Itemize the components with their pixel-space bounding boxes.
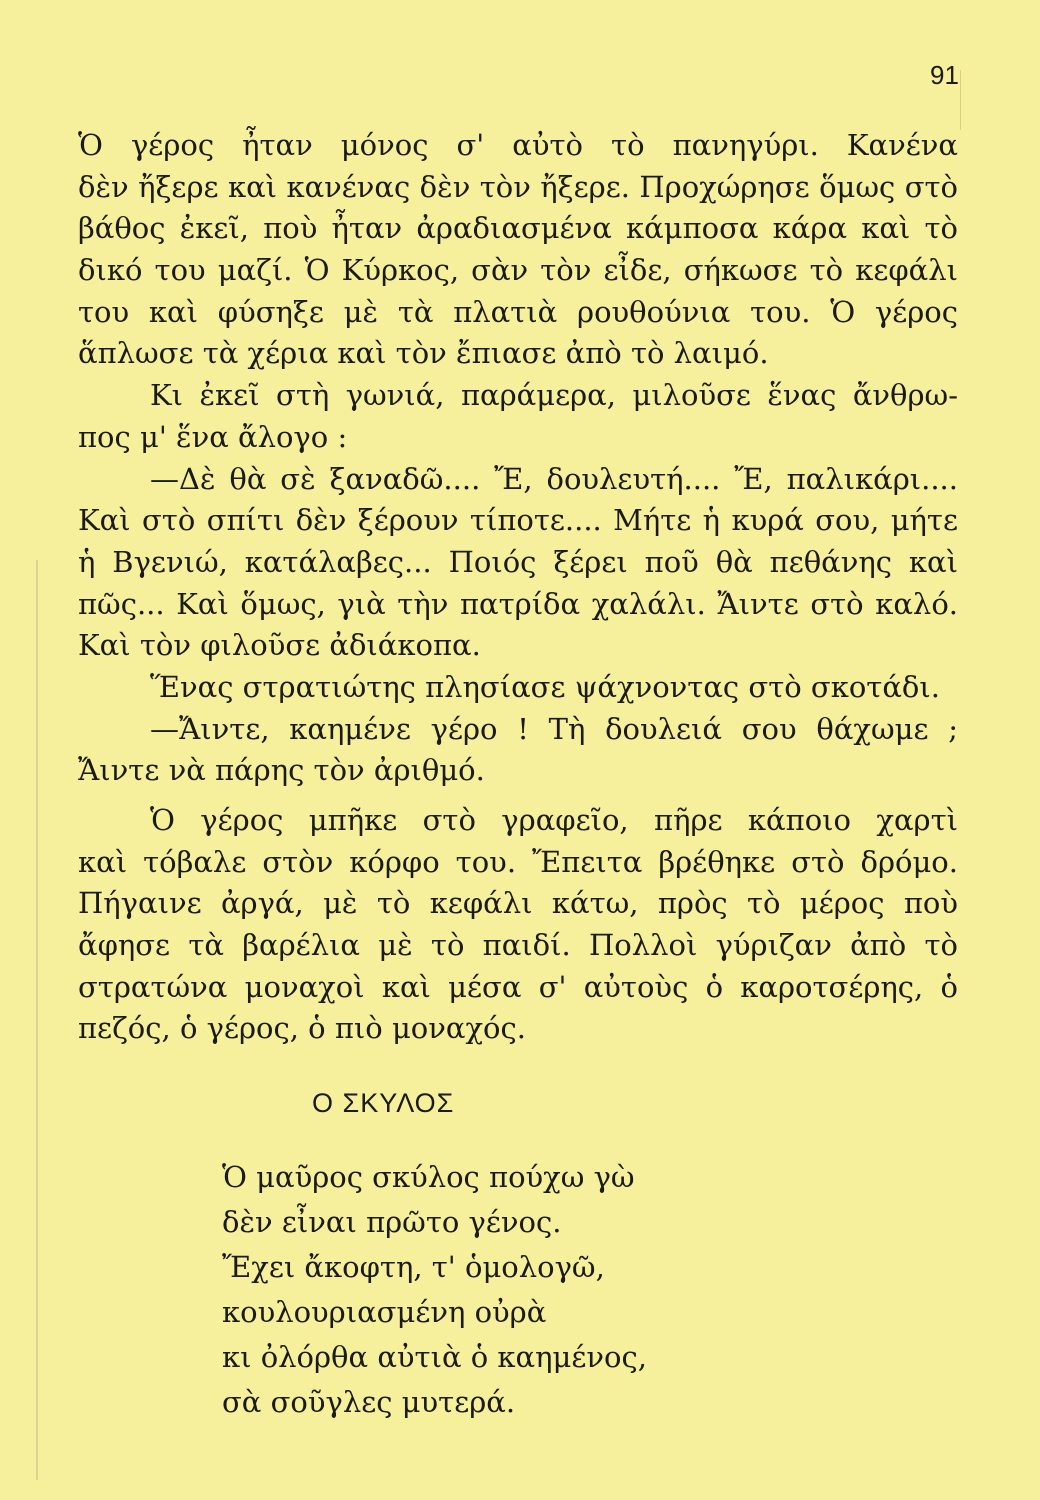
poem-line: δὲν εἶναι πρῶτο γένος. — [222, 1205, 562, 1239]
text-line: Καὶ τὸν φιλοῦσε ἀδιάκοπα. — [78, 628, 481, 663]
text-line: δὲν ἤξερε καὶ κανένας δὲν τὸν ἤξερε. Προχώρησε ὅμως στὸ — [78, 169, 958, 204]
poem-line: σὰ σοῦγλες μυτερά. — [222, 1385, 516, 1419]
text-line: Ὁ γέρος ἦταν μόνος σ' αὐτὸ τὸ πανηγύρι. Κανένα — [78, 128, 958, 162]
poem-line: Ὁ μαῦρος σκύλος πούχω γὼ — [222, 1160, 635, 1194]
paragraph — [78, 709, 958, 792]
text-line: Ἄιντε νὰ πάρης τὸν ἀριθμό. — [78, 753, 485, 788]
text-line: του καὶ φύσηξε μὲ τὰ πλατιὰ ρουθούνια του. Ὁ γέρος — [78, 294, 958, 329]
page-number: 91 — [930, 60, 959, 90]
paragraph — [78, 800, 958, 1050]
prose-body — [78, 125, 958, 1050]
page-margin-mark — [960, 70, 961, 130]
text-line: Ἕνας στρατιώτης πλησίασε ψάχνοντας στὸ σκοτάδι. — [150, 669, 940, 704]
text-line: βάθος ἐκεῖ, ποὺ ἦταν ἀραδιασμένα κάμποσα κάρα καὶ τὸ — [78, 211, 958, 246]
text-line: —Δὲ θὰ σὲ ξαναδῶ.... Ἔ, δουλευτή.... Ἔ, παλικάρι.... — [150, 461, 958, 496]
page-edge-line — [36, 560, 38, 1480]
text-line: πος μ' ἕνα ἄλογο : — [78, 419, 348, 454]
paragraph — [78, 667, 958, 709]
poem-line: κι ὀλόρθα αὐτιὰ ὁ καημένος, — [222, 1340, 647, 1374]
text-line: πεζός, ὁ γέρος, ὁ πιὸ μοναχός. — [78, 1011, 526, 1046]
poem-line: Ἔχει ἄκοφτη, τ' ὁμολογῶ, — [222, 1250, 605, 1284]
paragraph-gap — [78, 792, 958, 800]
section-title: Ο ΣΚΥΛΟΣ — [312, 1088, 455, 1118]
text-line: καὶ τόβαλε στὸν κόρφο του. Ἔπειτα βρέθηκε στὸ δρόμο. — [78, 844, 958, 879]
poem — [222, 1155, 647, 1425]
text-line: στρατώνα μοναχοὶ καὶ μέσα σ' αὐτοὺς ὁ καροτσέρης, ὁ — [78, 969, 958, 1004]
text-line: Πήγαινε ἀργά, μὲ τὸ κεφάλι κάτω, πρὸς τὸ μέρος ποὺ — [78, 886, 958, 921]
text-line: Καὶ στὸ σπίτι δὲν ξέρουν τίποτε.... Μήτε ἡ κυρά σου, μήτε — [78, 503, 958, 538]
poem-line: κουλουριασμένη οὐρὰ — [222, 1295, 547, 1329]
text-line: ἄφησε τὰ βαρέλια μὲ τὸ παιδί. Πολλοὶ γύριζαν ἀπὸ τὸ — [78, 928, 958, 963]
text-line: πῶς... Καὶ ὅμως, γιὰ τὴν πατρίδα χαλάλι. Ἄιντε στὸ καλό. — [78, 586, 958, 621]
text-line: —Ἄιντε, καημένε γέρο ! Τὴ δουλειά σου θάχωμε ; — [150, 711, 958, 746]
text-line: Ὁ γέρος μπῆκε στὸ γραφεῖο, πῆρε κάποιο χαρτὶ — [150, 803, 958, 837]
paragraph — [78, 125, 958, 375]
text-line: δικό του μαζί. Ὁ Κύρκος, σὰν τὸν εἶδε, σήκωσε τὸ κεφάλι — [78, 253, 958, 288]
paragraph — [78, 459, 958, 667]
text-line: ἡ Βγενιώ, κατάλαβες... Ποιός ξέρει ποῦ θὰ πεθάνης καὶ — [78, 544, 958, 579]
text-line: ἅπλωσε τὰ χέρια καὶ τὸν ἔπιασε ἀπὸ τὸ λαιμό. — [78, 336, 769, 371]
text-line: Κι ἐκεῖ στὴ γωνιά, παράμερα, μιλοῦσε ἕνας ἄνθρω- — [150, 378, 958, 413]
paragraph — [78, 375, 958, 458]
